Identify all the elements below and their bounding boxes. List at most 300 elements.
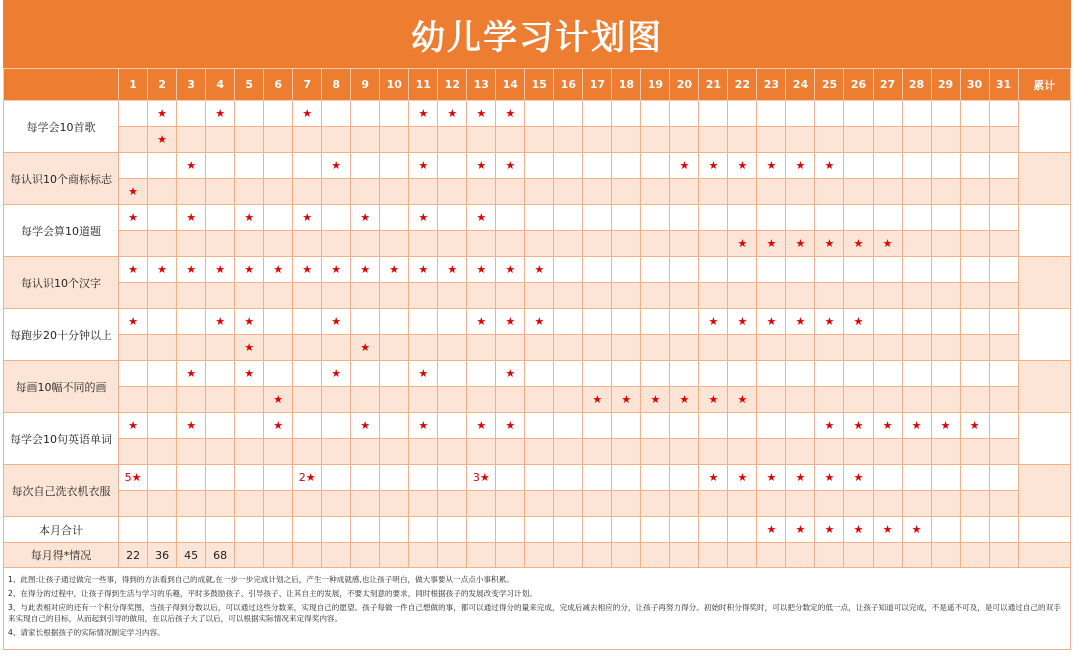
star-mark: ★ xyxy=(583,387,612,413)
empty-cell xyxy=(989,283,1018,309)
empty-cell xyxy=(177,283,206,309)
empty-cell xyxy=(322,413,351,439)
day-header: 3 xyxy=(177,69,206,101)
empty-cell xyxy=(844,205,873,231)
empty-cell xyxy=(322,283,351,309)
empty-cell xyxy=(235,153,264,179)
empty-cell xyxy=(612,439,641,465)
empty-cell xyxy=(612,257,641,283)
star-mark: ★ xyxy=(873,517,902,543)
empty-cell xyxy=(206,127,235,153)
empty-cell xyxy=(496,283,525,309)
condition-value: 45 xyxy=(177,543,206,568)
empty-cell xyxy=(960,231,989,257)
empty-cell xyxy=(525,231,554,257)
empty-cell xyxy=(496,127,525,153)
task-row-second xyxy=(4,491,1071,517)
empty-cell xyxy=(554,413,583,439)
star-mark: ★ xyxy=(844,465,873,491)
star-mark: ★ xyxy=(467,101,496,127)
empty-cell xyxy=(786,257,815,283)
empty-cell xyxy=(351,465,380,491)
empty-cell xyxy=(641,283,670,309)
empty-cell xyxy=(467,491,496,517)
empty-cell xyxy=(583,205,612,231)
day-header: 27 xyxy=(873,69,902,101)
empty-cell xyxy=(235,543,264,568)
empty-cell xyxy=(525,387,554,413)
empty-cell xyxy=(931,439,960,465)
empty-cell xyxy=(148,335,177,361)
empty-cell xyxy=(931,101,960,127)
empty-cell xyxy=(902,387,931,413)
empty-cell xyxy=(264,231,293,257)
empty-cell xyxy=(409,231,438,257)
empty-cell xyxy=(264,491,293,517)
empty-cell xyxy=(380,231,409,257)
star-mark: ★ xyxy=(844,413,873,439)
empty-cell xyxy=(438,335,467,361)
empty-cell xyxy=(786,179,815,205)
empty-cell xyxy=(670,543,699,568)
empty-cell xyxy=(293,309,322,335)
empty-cell xyxy=(757,257,786,283)
empty-cell xyxy=(989,413,1018,439)
empty-cell xyxy=(351,101,380,127)
star-mark: ★ xyxy=(496,361,525,387)
star-mark: ★ xyxy=(902,517,931,543)
empty-cell xyxy=(438,439,467,465)
empty-cell xyxy=(177,127,206,153)
empty-cell xyxy=(409,335,438,361)
star-mark: ★ xyxy=(467,205,496,231)
empty-cell xyxy=(670,127,699,153)
day-header: 4 xyxy=(206,69,235,101)
star-mark: ★ xyxy=(380,257,409,283)
empty-cell xyxy=(786,335,815,361)
empty-cell xyxy=(699,335,728,361)
star-mark: ★ xyxy=(728,309,757,335)
condition-value: 36 xyxy=(148,543,177,568)
day-header: 12 xyxy=(438,69,467,101)
empty-cell xyxy=(148,309,177,335)
empty-cell xyxy=(525,517,554,543)
star-mark: ★ xyxy=(148,257,177,283)
empty-cell xyxy=(583,153,612,179)
empty-cell xyxy=(438,387,467,413)
empty-cell xyxy=(699,517,728,543)
empty-cell xyxy=(786,543,815,568)
empty-cell xyxy=(583,491,612,517)
empty-cell xyxy=(554,205,583,231)
total-cell xyxy=(1018,257,1070,309)
empty-cell xyxy=(293,283,322,309)
empty-cell xyxy=(902,283,931,309)
empty-cell xyxy=(699,491,728,517)
empty-cell xyxy=(380,101,409,127)
empty-cell xyxy=(902,361,931,387)
empty-cell xyxy=(351,179,380,205)
day-header: 14 xyxy=(496,69,525,101)
empty-cell xyxy=(293,335,322,361)
empty-cell xyxy=(873,543,902,568)
empty-cell xyxy=(235,387,264,413)
empty-cell xyxy=(786,387,815,413)
task-label: 每学会10句英语单词 xyxy=(4,413,119,465)
empty-cell xyxy=(902,101,931,127)
note-line: 1、此图:让孩子通过做完一些事，得到的方法看到自己的成就,在一步一步完成计划之后，产生一种成就感,也让孩子明白，做大事要从一点点小事积累。 xyxy=(8,575,514,584)
star-mark: ★ xyxy=(409,361,438,387)
star-mark: ★ xyxy=(322,309,351,335)
empty-cell xyxy=(699,231,728,257)
empty-cell xyxy=(119,231,148,257)
star-mark: 3★ xyxy=(467,465,496,491)
empty-cell xyxy=(235,179,264,205)
note-line: 4、请家长根据孩子的实际情况制定学习内容。 xyxy=(8,628,165,637)
empty-cell xyxy=(293,127,322,153)
star-mark: ★ xyxy=(757,153,786,179)
empty-cell xyxy=(931,387,960,413)
empty-cell xyxy=(409,465,438,491)
empty-cell xyxy=(206,491,235,517)
empty-cell xyxy=(728,439,757,465)
task-label: 每次自己洗衣机衣服 xyxy=(4,465,119,517)
empty-cell xyxy=(931,465,960,491)
empty-cell xyxy=(206,439,235,465)
empty-cell xyxy=(438,283,467,309)
empty-cell xyxy=(583,257,612,283)
empty-cell xyxy=(902,127,931,153)
star-mark: ★ xyxy=(496,101,525,127)
empty-cell xyxy=(641,309,670,335)
star-mark: ★ xyxy=(815,231,844,257)
star-mark: ★ xyxy=(496,153,525,179)
empty-cell xyxy=(177,517,206,543)
empty-cell xyxy=(989,439,1018,465)
empty-cell xyxy=(496,205,525,231)
empty-cell xyxy=(206,413,235,439)
star-mark: ★ xyxy=(699,153,728,179)
empty-cell xyxy=(670,231,699,257)
day-header: 7 xyxy=(293,69,322,101)
empty-cell xyxy=(844,153,873,179)
star-mark: ★ xyxy=(148,101,177,127)
empty-cell xyxy=(873,335,902,361)
empty-cell xyxy=(380,283,409,309)
task-label: 每认识10个商标标志 xyxy=(4,153,119,205)
empty-cell xyxy=(873,465,902,491)
star-mark: ★ xyxy=(351,257,380,283)
empty-cell xyxy=(873,387,902,413)
empty-cell xyxy=(844,127,873,153)
empty-cell xyxy=(583,413,612,439)
star-mark: ★ xyxy=(119,413,148,439)
empty-cell xyxy=(351,361,380,387)
empty-cell xyxy=(177,179,206,205)
empty-cell xyxy=(206,205,235,231)
empty-cell xyxy=(467,335,496,361)
empty-cell xyxy=(409,283,438,309)
empty-cell xyxy=(728,543,757,568)
empty-cell xyxy=(670,361,699,387)
task-row xyxy=(4,257,1071,283)
empty-cell xyxy=(351,439,380,465)
empty-cell xyxy=(119,283,148,309)
star-mark: ★ xyxy=(322,257,351,283)
star-mark: ★ xyxy=(467,257,496,283)
empty-cell xyxy=(844,257,873,283)
empty-cell xyxy=(641,179,670,205)
star-mark: ★ xyxy=(467,413,496,439)
empty-cell xyxy=(989,153,1018,179)
empty-cell xyxy=(351,231,380,257)
star-mark: ★ xyxy=(293,257,322,283)
empty-cell xyxy=(322,101,351,127)
empty-cell xyxy=(612,361,641,387)
empty-cell xyxy=(177,231,206,257)
empty-cell xyxy=(989,517,1018,543)
plan-sheet xyxy=(3,0,1071,650)
empty-cell xyxy=(583,283,612,309)
day-header: 8 xyxy=(322,69,351,101)
empty-cell xyxy=(786,101,815,127)
empty-cell xyxy=(438,127,467,153)
empty-cell xyxy=(815,335,844,361)
day-header: 23 xyxy=(757,69,786,101)
empty-cell xyxy=(931,205,960,231)
empty-cell xyxy=(641,257,670,283)
star-mark: 5★ xyxy=(119,465,148,491)
empty-cell xyxy=(177,465,206,491)
empty-cell xyxy=(438,543,467,568)
empty-cell xyxy=(670,257,699,283)
star-mark: ★ xyxy=(670,153,699,179)
star-mark: ★ xyxy=(525,309,554,335)
empty-cell xyxy=(351,517,380,543)
empty-cell xyxy=(322,439,351,465)
empty-cell xyxy=(815,491,844,517)
task-row xyxy=(4,309,1071,335)
plan-table xyxy=(3,68,1071,568)
empty-cell xyxy=(873,283,902,309)
empty-cell xyxy=(467,387,496,413)
task-label: 每画10幅不同的画 xyxy=(4,361,119,413)
empty-cell xyxy=(583,439,612,465)
empty-cell xyxy=(873,127,902,153)
empty-cell xyxy=(699,439,728,465)
empty-cell xyxy=(554,387,583,413)
empty-cell xyxy=(380,543,409,568)
empty-cell xyxy=(293,491,322,517)
task-row-second xyxy=(4,231,1071,257)
empty-cell xyxy=(902,153,931,179)
empty-cell xyxy=(409,439,438,465)
empty-cell xyxy=(583,127,612,153)
empty-cell xyxy=(206,231,235,257)
empty-cell xyxy=(902,439,931,465)
empty-cell xyxy=(641,231,670,257)
empty-cell xyxy=(844,361,873,387)
total-cell xyxy=(1018,413,1070,465)
empty-cell xyxy=(989,387,1018,413)
empty-cell xyxy=(496,543,525,568)
star-mark: ★ xyxy=(322,361,351,387)
empty-cell xyxy=(351,543,380,568)
empty-cell xyxy=(699,205,728,231)
empty-cell xyxy=(496,335,525,361)
empty-cell xyxy=(496,179,525,205)
empty-cell xyxy=(728,413,757,439)
condition-value: 68 xyxy=(206,543,235,568)
empty-cell xyxy=(960,179,989,205)
empty-cell xyxy=(699,257,728,283)
empty-cell xyxy=(786,491,815,517)
empty-cell xyxy=(670,491,699,517)
empty-cell xyxy=(989,465,1018,491)
empty-cell xyxy=(757,413,786,439)
star-mark: ★ xyxy=(409,413,438,439)
total-cell xyxy=(1018,101,1070,153)
empty-cell xyxy=(438,491,467,517)
empty-cell xyxy=(438,153,467,179)
empty-cell xyxy=(641,491,670,517)
star-mark: ★ xyxy=(844,309,873,335)
empty-cell xyxy=(119,101,148,127)
empty-cell xyxy=(641,127,670,153)
task-row xyxy=(4,465,1071,491)
star-mark: ★ xyxy=(438,101,467,127)
star-mark: ★ xyxy=(815,517,844,543)
star-mark: ★ xyxy=(235,257,264,283)
day-header: 16 xyxy=(554,69,583,101)
empty-cell xyxy=(525,361,554,387)
empty-cell xyxy=(206,387,235,413)
empty-cell xyxy=(525,205,554,231)
total-cell xyxy=(1018,205,1070,257)
task-row-second xyxy=(4,283,1071,309)
summary-label: 本月合计 xyxy=(4,517,119,543)
empty-cell xyxy=(583,101,612,127)
empty-cell xyxy=(757,335,786,361)
empty-cell xyxy=(380,179,409,205)
empty-cell xyxy=(235,517,264,543)
empty-cell xyxy=(612,335,641,361)
empty-cell xyxy=(380,309,409,335)
empty-cell xyxy=(757,127,786,153)
star-mark: ★ xyxy=(728,231,757,257)
empty-cell xyxy=(235,283,264,309)
empty-cell xyxy=(177,387,206,413)
empty-cell xyxy=(699,101,728,127)
empty-cell xyxy=(815,283,844,309)
empty-cell xyxy=(960,335,989,361)
task-row-second xyxy=(4,179,1071,205)
empty-cell xyxy=(641,465,670,491)
empty-cell xyxy=(989,101,1018,127)
empty-cell xyxy=(264,361,293,387)
empty-cell xyxy=(264,179,293,205)
empty-cell xyxy=(815,205,844,231)
empty-cell xyxy=(989,205,1018,231)
empty-cell xyxy=(525,283,554,309)
empty-cell xyxy=(873,179,902,205)
empty-cell xyxy=(757,439,786,465)
empty-cell xyxy=(699,127,728,153)
empty-cell xyxy=(293,153,322,179)
empty-cell xyxy=(206,179,235,205)
task-row xyxy=(4,361,1071,387)
empty-cell xyxy=(119,439,148,465)
empty-cell xyxy=(873,309,902,335)
star-mark: ★ xyxy=(467,153,496,179)
empty-cell xyxy=(380,361,409,387)
empty-cell xyxy=(699,543,728,568)
empty-cell xyxy=(844,101,873,127)
empty-cell xyxy=(467,179,496,205)
task-label: 每学会10首歌 xyxy=(4,101,119,153)
empty-cell xyxy=(960,543,989,568)
empty-cell xyxy=(670,465,699,491)
empty-cell xyxy=(206,361,235,387)
empty-cell xyxy=(293,439,322,465)
day-header: 30 xyxy=(960,69,989,101)
empty-cell xyxy=(119,361,148,387)
empty-cell xyxy=(786,413,815,439)
empty-cell xyxy=(525,179,554,205)
star-mark: ★ xyxy=(757,231,786,257)
empty-cell xyxy=(612,231,641,257)
empty-cell xyxy=(786,439,815,465)
empty-cell xyxy=(264,205,293,231)
star-mark: ★ xyxy=(206,101,235,127)
summary-row xyxy=(4,517,1071,543)
empty-cell xyxy=(554,101,583,127)
empty-cell xyxy=(670,335,699,361)
page-title: 幼儿学习计划图 xyxy=(3,0,1071,68)
empty-cell xyxy=(931,517,960,543)
empty-cell xyxy=(670,309,699,335)
empty-cell xyxy=(409,517,438,543)
empty-cell xyxy=(641,205,670,231)
empty-cell xyxy=(989,335,1018,361)
day-header: 29 xyxy=(931,69,960,101)
star-mark: ★ xyxy=(786,309,815,335)
empty-cell xyxy=(293,517,322,543)
empty-cell xyxy=(844,491,873,517)
empty-cell xyxy=(641,543,670,568)
task-row xyxy=(4,101,1071,127)
empty-cell xyxy=(931,283,960,309)
empty-cell xyxy=(409,491,438,517)
empty-cell xyxy=(728,335,757,361)
empty-cell xyxy=(786,283,815,309)
empty-cell xyxy=(583,465,612,491)
task-row-second xyxy=(4,387,1071,413)
empty-cell xyxy=(902,335,931,361)
empty-cell xyxy=(931,179,960,205)
empty-cell xyxy=(206,153,235,179)
empty-cell xyxy=(815,179,844,205)
empty-cell xyxy=(148,517,177,543)
star-mark: ★ xyxy=(293,205,322,231)
total-cell xyxy=(1018,465,1070,517)
empty-cell xyxy=(467,517,496,543)
empty-cell xyxy=(525,413,554,439)
day-header: 1 xyxy=(119,69,148,101)
empty-cell xyxy=(931,309,960,335)
star-mark: ★ xyxy=(757,465,786,491)
empty-cell xyxy=(322,127,351,153)
